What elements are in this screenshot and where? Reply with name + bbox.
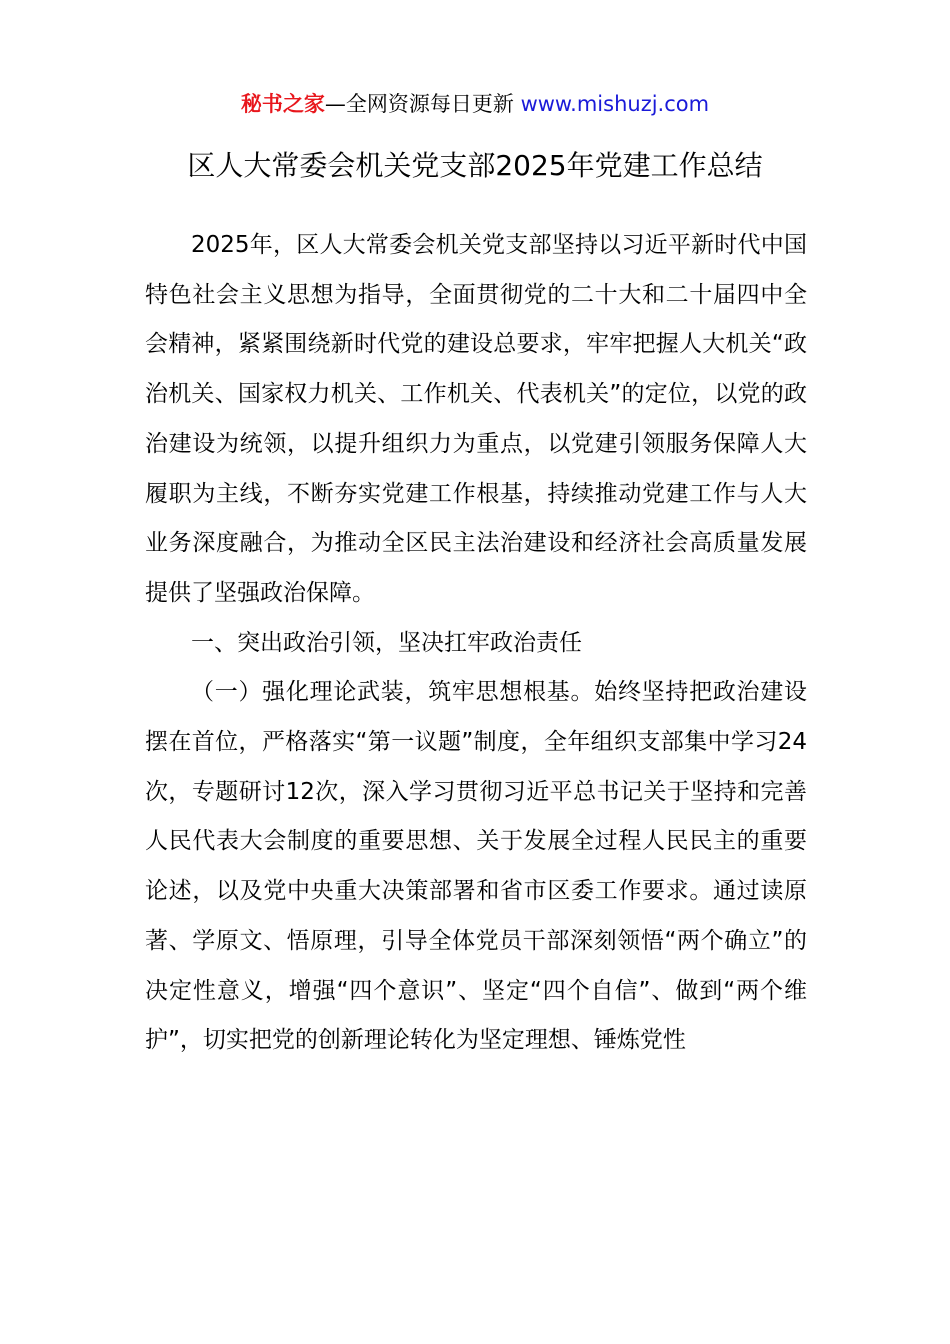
section-heading: 一、突出政治引领，坚决扛牢政治责任 — [191, 629, 582, 656]
site-url-link[interactable]: www.mishuzj.com — [520, 92, 710, 116]
subsection-paragraph: （一）强化理论武装，筑牢思想根基。始终坚持把政治建设摆在首位，严格落实“第一议题”制度，全年组织支部集中学习24次，专题研讨12次，深入学习贯彻习近平总书记关于坚持和完善人民代表大会制度的重要思想、关于发展全过程人民民主的重要论述，以及党中央重大决策部署和省市区委工作要求。通过读原著、学原文、悟原理，引导全体党员干部深刻领悟“两个确立”的决定性意义，增强“四个意识”、坚定“四个自信”、做到“两个维护”，切实把党的创新理论转化为坚定理想、锤炼党性 — [145, 679, 807, 1054]
site-name: 秘书之家 — [240, 92, 325, 116]
intro-paragraph: 2025年，区人大常委会机关党支部坚持以习近平新时代中国特色社会主义思想为指导，全面贯彻党的二十大和二十届四中全会精神，紧紧围绕新时代党的建设总要求，牢牢把握人大机关“政治机关、国家权力机关、工作机关、代表机关”的定位，以党的政治建设为统领，以提升组织力为重点，以党建引领服务保障人大履职为主线，不断夯实党建工作根基，持续推动党建工作与人大业务深度融合，为推动全区民主法治建设和经济社会高质量发展提供了坚强政治保障。 — [145, 232, 807, 606]
document-body — [145, 221, 807, 1066]
site-header — [0, 88, 950, 120]
site-slogan: —全网资源每日更新 — [324, 92, 514, 116]
document-title: 区人大常委会机关党支部2025年党建工作总结 — [187, 149, 763, 182]
